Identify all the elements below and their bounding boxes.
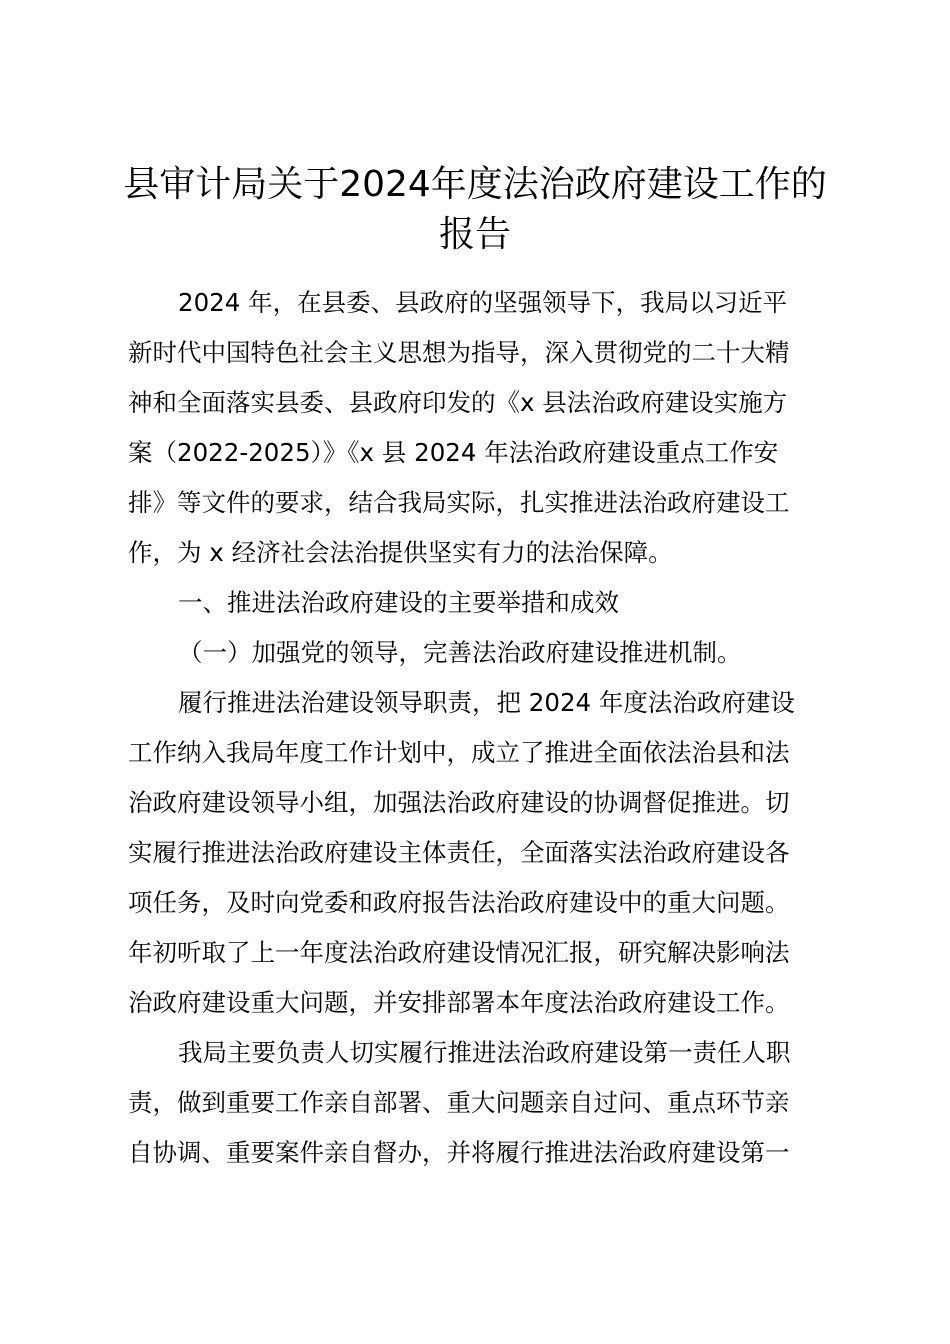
document-title	[118, 160, 832, 260]
body-line-2: 新时代中国特色社会主义思想为指导，深入贯彻党的二十大精	[128, 338, 790, 367]
body-line-7: 履行推进法治建设领导职责，把 2024 年度法治政府建设	[178, 688, 795, 717]
body-line-3: 神和全面落实县委、县政府印发的《x 县法治政府建设实施方	[128, 388, 788, 417]
body-line-9: 治政府建设领导小组，加强法治政府建设的协调督促推进。切	[128, 788, 790, 817]
section-heading: 一、推进法治政府建设的主要举措和成效	[178, 588, 619, 617]
body-line-13: 治政府建设重大问题，并安排部署本年度法治政府建设工作。	[128, 988, 790, 1017]
body-line-6: 作，为 x 经济社会法治提供坚实有力的法治保障。	[128, 538, 673, 567]
body-line-10: 实履行推进法治政府建设主体责任，全面落实法治政府建设各	[128, 838, 790, 867]
title-line-2: 报告	[438, 214, 511, 255]
body-line-16: 自协调、重要案件亲自督办，并将履行推进法治政府建设第一	[128, 1138, 790, 1167]
title-line-1: 县审计局关于2024年度法治政府建设工作的	[123, 164, 827, 205]
body-line-12: 年初听取了上一年度法治政府建设情况汇报，研究解决影响法	[128, 938, 790, 967]
body-line-8: 工作纳入我局年度工作计划中，成立了推进全面依法治县和法	[128, 738, 790, 767]
body-line-14: 我局主要负责人切实履行推进法治政府建设第一责任人职	[178, 1038, 791, 1067]
body-line-15: 责，做到重要工作亲自部署、重大问题亲自过问、重点环节亲	[128, 1088, 790, 1117]
body-line-11: 项任务，及时向党委和政府报告法治政府建设中的重大问题。	[128, 888, 790, 917]
body-line-5: 排》等文件的要求，结合我局实际，扎实推进法治政府建设工	[128, 488, 790, 517]
body-line-1: 2024 年，在县委、县政府的坚强领导下，我局以习近平	[178, 288, 788, 317]
subsection-heading: （一）加强党的领导，完善法治政府建设推进机制。	[178, 638, 742, 667]
body-line-4: 案（2022-2025）》《x 县 2024 年法治政府建设重点工作安	[128, 438, 779, 467]
